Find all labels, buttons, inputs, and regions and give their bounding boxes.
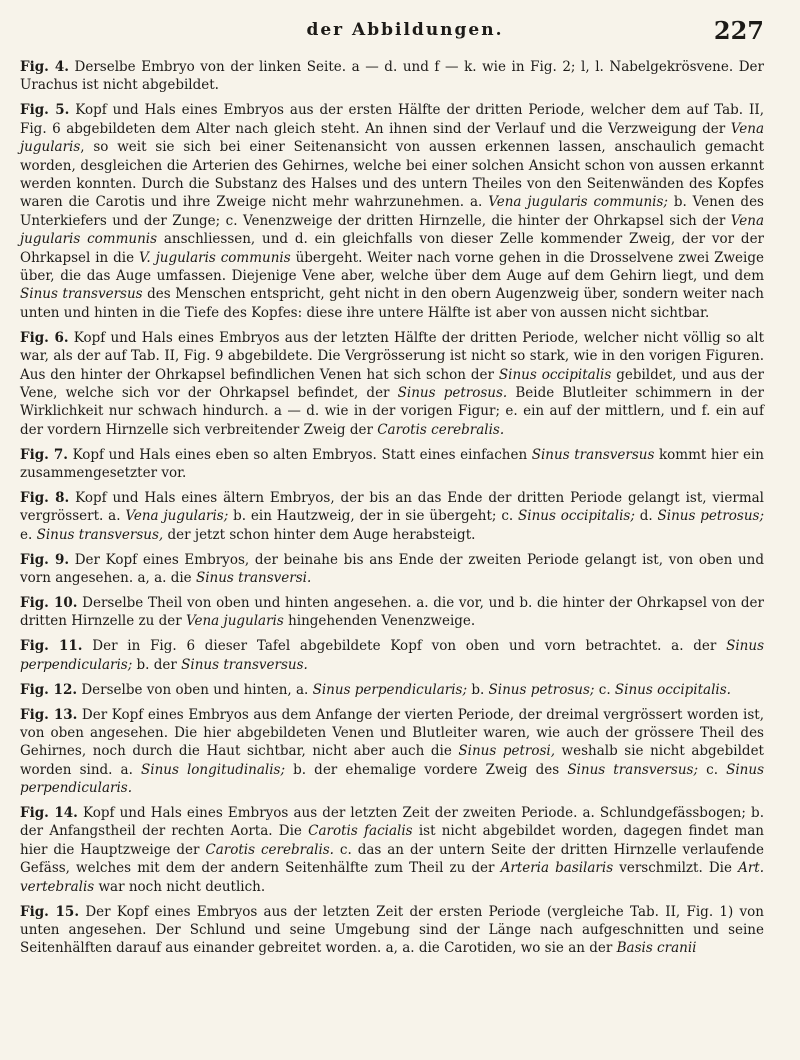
- figure-entry: [20, 637, 764, 674]
- figure-text: Kopf und Hals eines Embryos aus der ersten Hälfte der dritten Periode, welcher dem auf Tab. II, Fig. 6 abgebildeten dem Alter nach gleich steht. An ihnen sind der Verlauf und die Verzweigung der: [20, 102, 764, 137]
- figure-label: Fig. 13.: [20, 706, 78, 723]
- latin-term: Sinus transversus: [531, 446, 655, 463]
- figure-text: Der Kopf eines Embryos aus dem Anfange der vierten Periode, der dreimal vergrössert worden ist, von oben angesehen. Die hier abgebildeten Venen und Blutleiter waren, wie auch der grössere Theil des Gehirnes, noch durch die Haut sichtbar, nicht aber auch die: [20, 706, 764, 760]
- latin-term: Basis cranii: [616, 940, 697, 957]
- latin-term: Sinus transversus;: [567, 761, 699, 778]
- figure-text: Derselbe Embryo von der linken Seite. a — d. und f — k. wie in Fig. 2; l, l. Nabelgekrösvene. Der Urachus ist nicht abgebildet.: [20, 59, 764, 94]
- figure-entry: [20, 446, 764, 483]
- figure-label: Fig. 15.: [20, 903, 80, 920]
- latin-term: Sinus petrosus.: [397, 384, 508, 401]
- figure-label: Fig. 10.: [20, 594, 78, 611]
- latin-term: Vena jugularis;: [125, 508, 229, 525]
- figure-entry: [20, 551, 764, 588]
- figure-text: b. der: [132, 656, 182, 673]
- figure-text: kommt hier ein zusammengesetzter vor.: [20, 446, 764, 482]
- latin-term: Sinus transversus.: [181, 656, 308, 673]
- latin-term: Vena jugularis: [185, 613, 284, 630]
- figure-text: c. das an der untern Seite der dritten Hirnzelle verlaufende Gefäss, welches mit dem der andern Seitenhälfte zum Theil zu der: [20, 841, 764, 877]
- figure-label: Fig. 4.: [20, 59, 69, 75]
- page-number: 227: [713, 16, 764, 45]
- latin-term: Art. vertebralis: [20, 860, 764, 895]
- page-header: [46, 16, 764, 48]
- figure-text: Derselbe von oben und hinten, a.: [77, 681, 313, 698]
- latin-term: Sinus perpendicularis.: [20, 761, 764, 797]
- latin-term: Vena jugularis communis: [20, 212, 764, 248]
- figure-entry: [20, 804, 764, 896]
- figure-label: Fig. 7.: [20, 446, 68, 463]
- figure-text: weshalb sie nicht abgebildet worden sind. a.: [20, 743, 764, 778]
- latin-term: Sinus occipitalis: [498, 366, 612, 383]
- latin-term: Sinus transversus,: [36, 526, 164, 543]
- figure-text: , so weit sie sich bei einer Seitenansicht von aussen erkennen lassen, anschaulich gemacht worden, desgleichen die Arterien des Gehirnes, welche bei einer solchen Ansicht schon von aussen erkannt werden konnten. Durch die Substanz des Halses und des untern Theiles von den Seitenwänden des Kopfes waren die Carotis und ihre Zweige nicht mehr wahrzunehmen. a.: [20, 139, 764, 211]
- latin-term: Sinus perpendicularis;: [20, 638, 764, 673]
- latin-term: Carotis facialis: [308, 823, 413, 840]
- figure-text: hingehenden Venenzweige.: [283, 613, 476, 630]
- figure-text: Kopf und Hals eines ältern Embryos, der bis an das Ende der dritten Periode gelangt ist, viermal vergrössert. a.: [20, 489, 764, 525]
- figure-text: Der in Fig. 6 dieser Tafel abgebildete Kopf von oben und vorn betrachtet. a. der: [82, 638, 727, 655]
- figure-label: Fig. 9.: [20, 551, 70, 568]
- figure-entry: [20, 489, 764, 544]
- latin-term: Sinus occipitalis.: [614, 681, 731, 698]
- figure-entry: [20, 594, 764, 631]
- latin-term: Sinus longitudinalis;: [141, 761, 286, 778]
- figure-text: war noch nicht deutlich.: [94, 878, 266, 895]
- figure-text: b. ein Hautzweig, der in sie übergeht; c.: [228, 508, 519, 525]
- figure-label: Fig. 6.: [20, 329, 69, 346]
- figure-label: Fig. 14.: [20, 805, 78, 822]
- latin-term: Vena jugularis: [20, 120, 764, 156]
- latin-term: Sinus petrosus;: [488, 681, 595, 698]
- figure-text: c.: [594, 681, 615, 698]
- figure-label: Fig. 12.: [20, 681, 78, 698]
- figure-label: Fig. 8.: [20, 489, 70, 506]
- figure-text: übergeht. Weiter nach vorne gehen in die Drosselvene zwei Zweige über, die das Auge umfassen. Diejenige Vene aber, welche über dem Auge auf dem Gehirn liegt, und dem: [20, 249, 764, 284]
- latin-term: Sinus occipitalis;: [518, 508, 635, 525]
- figure-text: verschmilzt. Die: [613, 860, 739, 877]
- latin-term: V. jugularis communis: [138, 249, 291, 266]
- figure-text: b. der ehemalige vordere Zweig des: [285, 761, 568, 778]
- latin-term: Sinus transversi.: [195, 570, 312, 587]
- latin-term: Sinus perpendicularis;: [312, 681, 468, 698]
- latin-term: Vena jugularis communis;: [488, 194, 668, 211]
- latin-term: Carotis cerebralis.: [377, 421, 505, 438]
- figure-text: Beide Blutleiter schimmern in der Wirklichkeit nur schwach hindurch. a — d. wie in der vorigen Figur; e. ein auf der mittlern, und f. ein auf der vordern Hirnzelle sich verbreitender Zweig der: [20, 384, 764, 438]
- figure-entry: [20, 329, 764, 439]
- figure-text: b. Venen des Unterkiefers und der Zunge; c. Venenzweige der dritten Hirnzelle, die hinter der Ohrkapsel sich der: [20, 194, 764, 229]
- figure-text: e.: [20, 526, 37, 543]
- figure-text: Kopf und Hals eines Embryos aus der letzten Zeit der zweiten Periode. a. Schlundgefässbogen; b. der Anfangstheil der rechten Aorta. Die: [20, 805, 764, 840]
- figure-text: Kopf und Hals eines eben so alten Embryos. Statt eines einfachen: [67, 446, 532, 463]
- figure-legend-text: [20, 58, 764, 964]
- figure-text: Der Kopf eines Embryos, der beinahe bis ans Ende der zweiten Periode gelangt ist, von oben und vorn angesehen. a, a. die: [20, 551, 764, 587]
- figure-text: des Menschen entspricht, geht nicht in den obern Augenzweig über, sondern weiter nach unten und hinten in die Tiefe des Kopfes: diese ihre untere Hälfte ist aber von aussen nicht sichtbar.: [20, 286, 765, 321]
- latin-term: Carotis cerebralis.: [205, 841, 334, 858]
- figure-text: Kopf und Hals eines Embryos aus der letzten Hälfte der dritten Periode, welcher nicht völlig so alt war, als der auf Tab. II, Fig. 9 abgebildete. Die Vergrösserung ist nicht so stark, wie in den vorigen Figuren. Aus den hinter der Ohrkapsel befindlichen Venen hat sich schon der: [20, 329, 764, 383]
- figure-entry: [20, 903, 764, 958]
- latin-term: Sinus transversus: [20, 286, 143, 303]
- figure-entry: [20, 58, 764, 95]
- figure-text: ist nicht abgebildet worden, dagegen findet man hier die Hauptzweige der: [20, 823, 764, 858]
- figure-text: b.: [467, 681, 489, 698]
- latin-term: Sinus petrosi,: [458, 743, 555, 760]
- latin-term: Sinus petrosus;: [657, 508, 765, 525]
- figure-text: der jetzt schon hinter dem Auge herabsteigt.: [163, 526, 476, 543]
- figure-text: c.: [698, 761, 727, 778]
- figure-entry: [20, 706, 764, 798]
- figure-entry: [20, 681, 764, 699]
- running-title: der Abbildungen.: [306, 20, 504, 40]
- figure-label: Fig. 5.: [20, 102, 70, 119]
- figure-text: Der Kopf eines Embryos aus der letzten Zeit der ersten Periode (vergleiche Tab. II, Fig. 1) von unten angesehen. Der Schlund und seine Umgebung sind der Länge nach aufgeschnitten und seine Seitenhälften darauf aus einander gebreitet worden. a, a. die Carotiden, wo sie an der: [20, 903, 764, 957]
- figure-label: Fig. 11.: [20, 638, 83, 655]
- figure-text: anschliessen, und d. ein gleichfalls von dieser Zelle kommender Zweig, der vor der Ohrkapsel in die: [20, 231, 765, 266]
- figure-text: d.: [634, 508, 658, 525]
- figure-text: Derselbe Theil von oben und hinten angesehen. a. die vor, und b. die hinter der Ohrkapsel von der dritten Hirnzelle zu der: [20, 594, 764, 630]
- figure-entry: [20, 101, 764, 322]
- latin-term: Arteria basilaris: [500, 860, 614, 877]
- figure-text: gebildet, und aus der Vene, welche sich vor der Ohrkapsel befindet, der: [20, 366, 764, 401]
